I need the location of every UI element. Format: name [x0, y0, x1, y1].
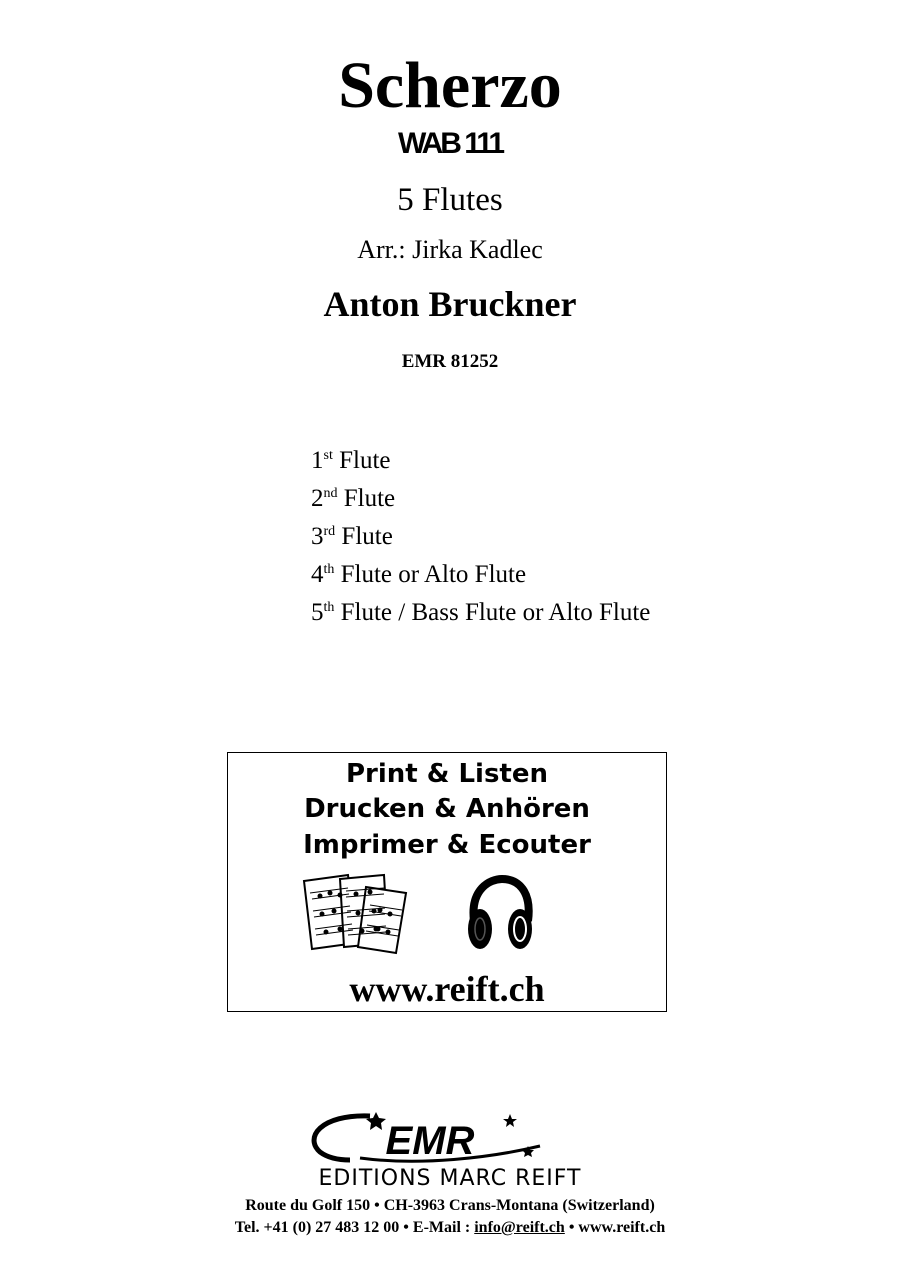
part-item: 2nd Flute: [311, 485, 396, 512]
publisher-address: Route du Golf 150 • CH-3963 Crans-Montana (Switzerland): [245, 1197, 655, 1214]
part-item: 1st Flute: [311, 447, 391, 474]
website-link[interactable]: www.reift.ch: [349, 969, 545, 1009]
promo-line-en: Print & Listen: [345, 759, 549, 789]
sheet-music-icon: [300, 871, 412, 955]
part-item: 4th Flute or Alto Flute: [311, 561, 527, 588]
instrumentation: 5 Flutes: [397, 182, 503, 218]
promo-line-fr: Imprimer & Ecouter: [303, 830, 591, 860]
publisher-name: EDITIONS MARC REIFT: [318, 1166, 582, 1191]
promo-line-de: Drucken & Anhören: [304, 794, 590, 824]
print-listen-box: [227, 752, 667, 1012]
svg-text:EMR: EMR: [385, 1119, 475, 1163]
part-item: 3rd Flute: [311, 523, 393, 550]
email-link[interactable]: info@reift.ch: [474, 1219, 565, 1236]
publisher-contact: Tel. +41 (0) 27 483 12 00 • E-Mail : info@reift.ch • www.reift.ch: [234, 1219, 666, 1236]
page-title: Scherzo: [338, 49, 562, 122]
emr-logo: [300, 1108, 560, 1168]
composer: Anton Bruckner: [323, 284, 577, 324]
parts-list: [311, 442, 650, 632]
headphones-icon: [464, 875, 536, 955]
work-number: WAB 111: [397, 127, 503, 160]
part-item: 5th Flute / Bass Flute or Alto Flute: [311, 599, 651, 626]
catalog-number: EMR 81252: [401, 351, 499, 372]
arranger: Arr.: Jirka Kadlec: [357, 235, 543, 264]
